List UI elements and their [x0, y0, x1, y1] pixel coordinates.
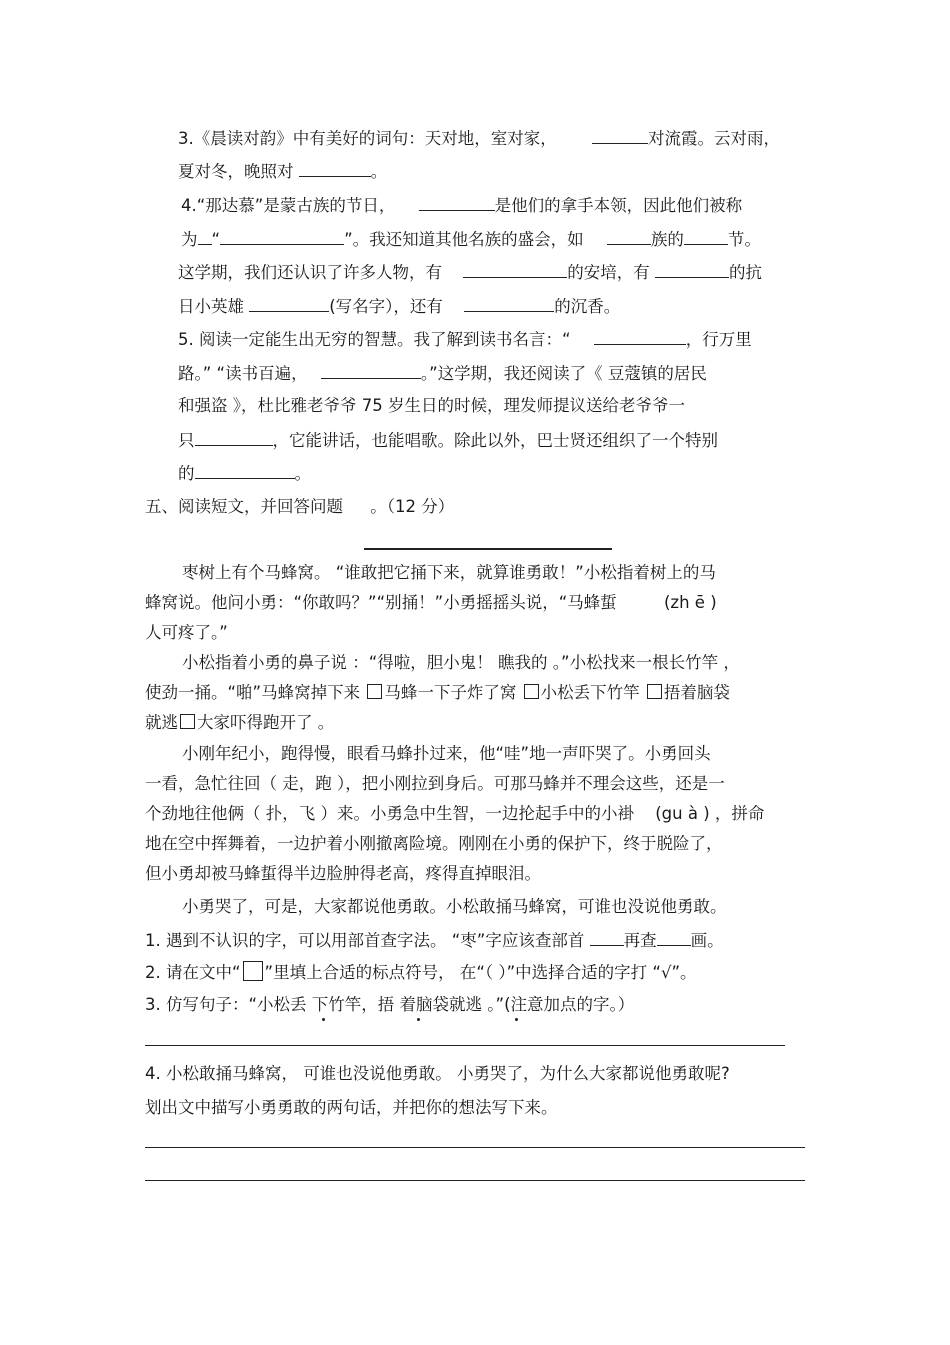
question-2 [145, 961, 697, 984]
passage-p2-line-3 [145, 712, 334, 734]
passage-p2-text-d: 捂着脑袋 [663, 683, 730, 702]
passage-p3-line-2: 一看，急忙往回（ 走，跑 ），把小刚拉到身后。可那马蜂并不理会这些，还是一 [145, 774, 725, 793]
passage-p1-line-1: 枣树上有个马蜂窝。 “谁敢把它捅下来，就算谁勇敢！”小松指着树上的马 [182, 563, 716, 582]
q4-text-d: “ [211, 230, 221, 249]
q3-text-d: 。 [370, 162, 388, 181]
question-3: 3. 仿写句子：“小松丢 下竹竿，捂 着脑袋就逃 。”(注意加点的字。） [145, 995, 635, 1014]
q5-text-e: 只 [178, 431, 195, 450]
q5-blank-3[interactable] [195, 429, 273, 446]
punct-box-3[interactable] [647, 684, 662, 699]
q5-line-1 [178, 328, 752, 351]
q3-blank-1[interactable] [592, 127, 648, 144]
passage-p2-line-1: 小松指着小勇的鼻子说 ：“得啦，胆小鬼！ 瞧我的 。”小松找来一根长竹竿 ， [182, 653, 740, 672]
q4-text-k: 日小英雄 [178, 297, 244, 316]
q5-line-5 [178, 462, 311, 485]
q4-blank-8[interactable] [464, 295, 554, 312]
q4-text-a: 4.“那达慕”是蒙古族的节日， [181, 196, 396, 215]
passage-p1-line-2 [145, 592, 717, 614]
q3-text-b: 对流霞。云对雨， [648, 129, 780, 148]
q5-text-h: 。 [294, 464, 311, 483]
q3-text-a: 3.《晨读对韵》中有美好的词句：天对地，室对家， [178, 129, 557, 148]
passage-p3-text-a: 个劲地往他俩（ 扑，飞 ）来。小勇急中生智，一边抡起手中的小褂 [145, 804, 634, 823]
q4-text-c: 为 [181, 230, 198, 249]
q3-blank-2[interactable] [299, 160, 371, 177]
q4-line-2 [181, 228, 761, 251]
q4-line-4 [178, 295, 620, 318]
q4-blank-2a[interactable] [198, 228, 212, 245]
passage-p2-text-e: 就逃 [145, 713, 178, 732]
q4-blank-3[interactable] [607, 228, 651, 245]
passage-p4-line-1: 小勇哭了，可是，大家都说他勇敢。小松敢捅马蜂窝，可谁也没说他勇敢。 [182, 897, 727, 916]
section-heading-b: 。（12 分） [370, 497, 455, 516]
q4-text-b: 是他们的拿手本领，因此他们被称 [494, 196, 743, 215]
q3-line-2 [178, 160, 387, 183]
answer-line-q3[interactable] [145, 1045, 785, 1046]
q4-blank-2[interactable] [220, 228, 344, 245]
answer-line-q4-1[interactable] [145, 1147, 805, 1148]
passage-p2-text-c: 小松丢下竹竿 [540, 683, 640, 702]
passage-p2-text-f: 大家吓得跑开了 。 [197, 713, 335, 732]
punct-box-2[interactable] [524, 684, 539, 699]
q5-text-a: 5. 阅读一定能生出无穷的智慧。我了解到读书名言：“ [178, 330, 571, 349]
q5-text-b: ，行万里 [685, 330, 752, 349]
q5-text-g: 的 [178, 464, 195, 483]
emphasis-dot-2 [417, 1018, 420, 1021]
q4-text-m: 的沉香。 [554, 297, 621, 316]
answer-line-q4-2[interactable] [145, 1180, 805, 1181]
q4-text-g: 节。 [727, 230, 761, 249]
punct-box-1[interactable] [367, 684, 382, 699]
question-2-text-b: ”里填上合适的标点符号， 在“（ ）”中选择合适的字打 “√”。 [264, 963, 697, 982]
question-2-text-a: 2. 请在文中“ [145, 963, 241, 982]
q5-text-f: ，它能讲话，也能唱歌。除此以外，巴士贤还组织了一个特别 [272, 431, 718, 450]
passage-p3-line-5: 但小勇却被马蜂蜇得半边脸肿得老高，疼得直掉眼泪。 [145, 864, 541, 883]
section-heading-a: 五、阅读短文，并回答问题 [145, 497, 343, 516]
question-1-blank-2[interactable] [657, 929, 691, 946]
box-symbol-icon [243, 961, 263, 981]
passage-p2-text-b: 马蜂一下子炸了窝 [384, 683, 517, 702]
q4-text-e: ”。我还知道其他名族的盛会，如 [344, 230, 584, 249]
passage-p3-line-1: 小刚年纪小，跑得慢，眼看马蜂扑过来，他“哇”地一声吓哭了。小勇回头 [182, 744, 711, 763]
emphasis-dot-3 [515, 1018, 518, 1021]
question-4-line-2: 划出文中描写小勇勇敢的两句话，并把你的想法写下来。 [145, 1098, 558, 1117]
passage-p1-text: 蜂窝说。他问小勇：“你敢吗？”“别捅！”小勇摇摇头说，“马蜂蜇 [145, 593, 617, 612]
q4-text-j: 的抗 [729, 263, 762, 282]
q4-blank-1[interactable] [419, 194, 495, 211]
question-1-text-c: 画。 [690, 931, 724, 950]
passage-p2-text-a: 使劲一捅。“啪”马蜂窝掉下来 [145, 683, 361, 702]
q5-blank-4[interactable] [195, 462, 295, 479]
question-1-text-b: 再查 [623, 931, 657, 950]
q4-blank-5[interactable] [463, 261, 567, 278]
pinyin-gua: (gu à ) ，拼命 [655, 804, 765, 823]
question-1 [145, 929, 724, 952]
q5-blank-1[interactable] [594, 328, 686, 345]
q5-text-c: 路。” “读书百遍， [178, 364, 308, 383]
q4-text-f: 族的 [650, 230, 684, 249]
punct-box-4[interactable] [180, 714, 195, 729]
q4-blank-7[interactable] [249, 295, 329, 312]
passage-p3-line-3 [145, 803, 764, 825]
q4-text-i: 的安培，有 [567, 263, 650, 282]
q4-line-3 [178, 261, 762, 284]
q5-line-2 [178, 362, 707, 385]
emphasis-dot-1 [322, 1018, 325, 1021]
q3-line-1 [178, 127, 780, 150]
q3-text-c: 夏对冬，晚照对 [178, 162, 294, 181]
pinyin-zhe: (zh ē ) [664, 593, 717, 612]
question-4-line-1: 4. 小松敢捅马蜂窝， 可谁也没说他勇敢。 小勇哭了，为什么大家都说他勇敢呢? [145, 1064, 730, 1083]
q5-text-d: 。”这学期，我还阅读了《 豆蔻镇的居民 [420, 364, 707, 383]
q4-line-1 [181, 194, 742, 217]
passage-p2-line-2 [145, 682, 730, 704]
question-1-blank-1[interactable] [590, 929, 624, 946]
section-heading [145, 496, 454, 518]
q5-line-3: 和强盗 》，杜比雅老爷爷 75 岁生日的时候，理发师提议送给老爷爷一 [178, 396, 685, 415]
q4-blank-6[interactable] [655, 261, 729, 278]
q5-line-4 [178, 429, 718, 452]
passage-p3-line-4: 地在空中挥舞着，一边护着小刚撤离险境。刚刚在小勇的保护下，终于脱险了， [145, 834, 723, 853]
passage-title-blank[interactable] [364, 548, 612, 550]
q5-blank-2[interactable] [321, 362, 421, 379]
question-1-text-a: 1. 遇到不认识的字，可以用部首查字法。 “枣”字应该查部首 [145, 931, 585, 950]
passage-p1-line-3: 人可疼了。” [145, 623, 228, 642]
q4-text-l: (写名字），还有 [329, 297, 443, 316]
q4-text-h: 这学期，我们还认识了许多人物，有 [178, 263, 442, 282]
q4-blank-4[interactable] [684, 228, 728, 245]
